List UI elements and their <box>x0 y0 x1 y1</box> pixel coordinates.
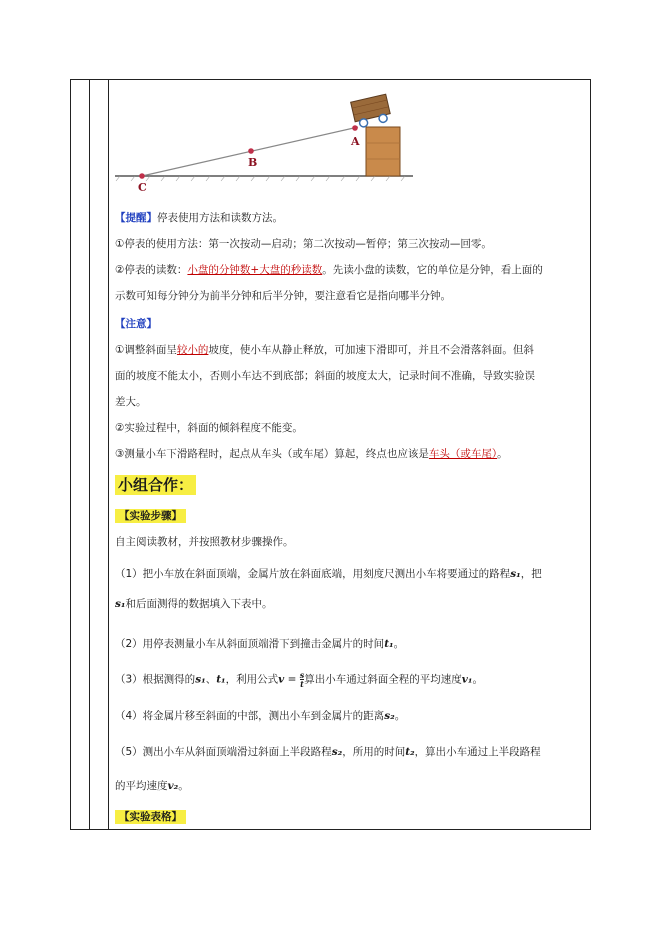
tips-title-line <box>115 211 585 225</box>
tips-tag: 【提醒】 <box>115 212 157 224</box>
tips-line-2: ②停表的读数：小盘的分钟数+大盘的秒读数。先读小盘的读数，它的单位是分钟，看上面的 <box>115 264 543 276</box>
step-5-line: （5）测出小车从斜面顶端滑过斜面上半段路程s₂，所用的时间t₂，算出小车通过上半段路程 <box>115 746 541 758</box>
notes-highlight-2: 车头（或车尾） <box>428 448 498 460</box>
step-3-line: （3）根据测得的s₁、t₁，利用公式v = $\frac{s}{t}$ 算出小车通过斜面全程的平均速度v₁。 <box>115 670 483 689</box>
speed-formula-fraction: $\frac{s}{t}$ <box>299 670 305 689</box>
notes-line-1: ①调整斜面呈较小的坡度，使小车从静止释放，可加速下滑即可，并且不会滑落斜面。但斜 <box>115 344 534 356</box>
table-column-divider <box>89 79 90 830</box>
step-1-line: （1）把小车放在斜面顶端，金属片放在斜面底端，用刻度尺测出小车将要通过的路程s₁，把 <box>115 568 542 580</box>
cart <box>351 94 392 128</box>
steps-intro: 自主阅读教材，并按照教材步骤操作。 <box>115 536 294 548</box>
notes-line-2: 面的坡度不能太小，否则小车达不到底部；斜面的坡度太大，记录时间不准确，导致实验误 <box>115 370 535 382</box>
table-tag-line <box>115 810 585 824</box>
table-tag: 【实验表格】 <box>115 810 186 824</box>
notes-line-4: ②实验过程中，斜面的倾斜程度不能变。 <box>115 422 303 434</box>
notes-tag: 【注意】 <box>115 318 157 330</box>
notes-line-5: ③测量小车下滑路程时，起点从车头（或车尾）算起，终点也应该是车头（或车尾）。 <box>115 448 508 460</box>
group-heading: 小组合作： <box>115 475 196 495</box>
label-b: B <box>248 156 258 169</box>
point-a <box>352 125 358 131</box>
notes-highlight-1: 较小的 <box>176 344 209 356</box>
point-b <box>248 148 254 154</box>
point-c <box>139 173 145 179</box>
step-2-line: （2）用停表测量小车从斜面顶端滑下到撞击金属片的时间t₁。 <box>115 638 405 650</box>
tips-highlight: 小盘的分钟数+大盘的秒读数 <box>187 264 323 276</box>
steps-tag-line <box>115 509 585 523</box>
label-c: C <box>138 181 147 194</box>
tips-title: 停表使用方法和读数方法。 <box>157 212 283 224</box>
step-1b-line: s₁和后面测得的数据填入下表中。 <box>115 598 273 610</box>
label-a: A <box>351 135 360 148</box>
incline-diagram <box>115 85 425 195</box>
tips-line-1: ①停表的使用方法：第一次按动—启动；第二次按动—暂停；第三次按动—回零。 <box>115 238 492 250</box>
step-4-line: （4）将金属片移至斜面的中部，测出小车到金属片的距离s₂。 <box>115 710 406 722</box>
steps-tag: 【实验步骤】 <box>115 509 186 523</box>
table-column-divider <box>108 79 109 830</box>
step-5b-line: 的平均速度v₂。 <box>115 780 189 792</box>
tips-line-3: 示数可知每分钟分为前半分钟和后半分钟，要注意看它是指向哪半分钟。 <box>115 290 451 302</box>
support-block <box>366 127 400 176</box>
notes-line-3: 差大。 <box>115 396 147 408</box>
